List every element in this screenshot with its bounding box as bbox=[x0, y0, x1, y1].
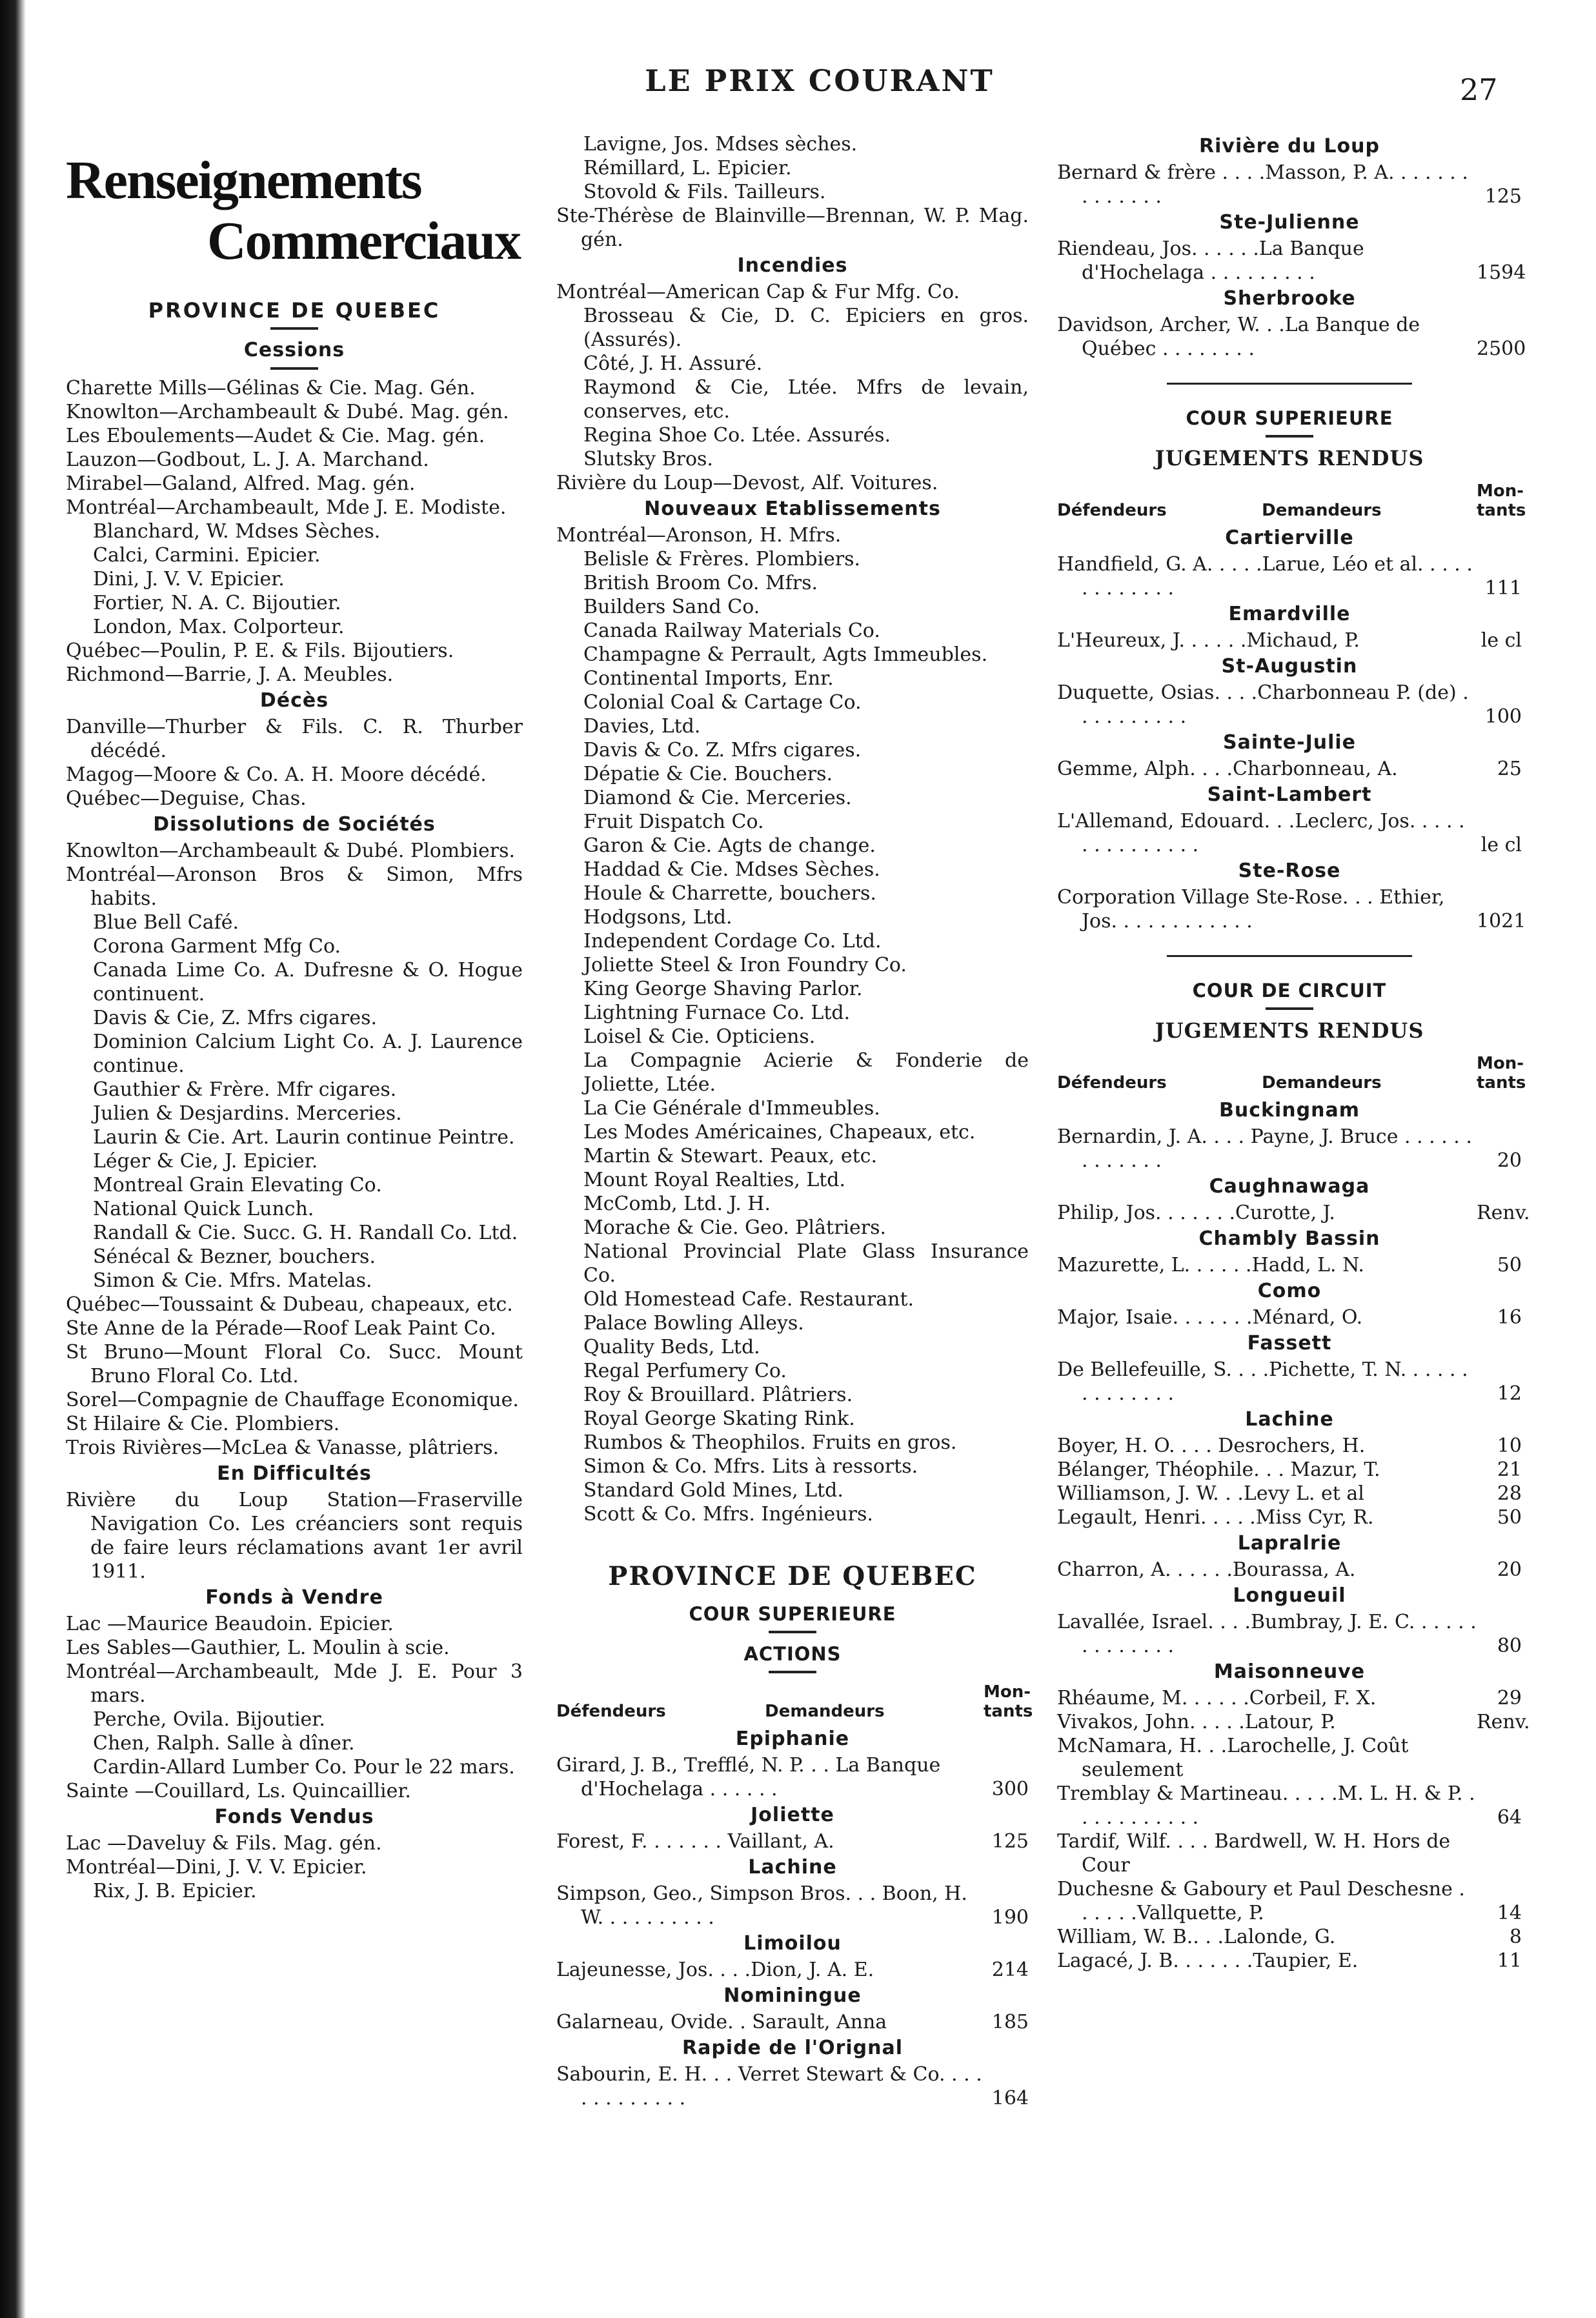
list-item: Knowlton—Archambeault & Dubé. Mag. gén. bbox=[66, 401, 509, 423]
list-item: Lightning Furnace Co. Ltd. bbox=[583, 1002, 851, 1024]
list-item: Ste Anne de la Pérade—Roof Leak Paint Co. bbox=[66, 1317, 496, 1340]
list-item: Rivière du Loup Station—Fraserville Navigation Co. Les créanciers sont requis de faire leurs réclamations avant 1er avril 1911. bbox=[66, 1489, 523, 1583]
table-row bbox=[1057, 1506, 1522, 1529]
list-item: Loisel & Cie. Opticiens. bbox=[583, 1025, 816, 1048]
list-item: Canada Railway Materials Co. bbox=[583, 620, 880, 642]
table-row bbox=[556, 2010, 1029, 2034]
list-item: Ste-Thérèse de Blainville—Brennan, W. P. Mag. gén. bbox=[556, 205, 1029, 251]
list-item: Quality Beds, Ltd. bbox=[583, 1336, 760, 1358]
nouveaux-heading: Nouveaux Etablissements bbox=[644, 498, 941, 520]
list-item: Gauthier & Frère. Mfr cigares. bbox=[93, 1078, 397, 1101]
list-item: Les Modes Américaines, Chapeaux, etc. bbox=[583, 1121, 976, 1144]
row-amount: 14 bbox=[1497, 1902, 1522, 1924]
table-row bbox=[1057, 629, 1522, 652]
list-item: Laurin & Cie. Art. Laurin continue Peintre. bbox=[93, 1126, 515, 1149]
row-parties: William, W. B.. . .Lalonde, G. bbox=[1057, 1926, 1336, 1948]
short-rule bbox=[769, 1631, 816, 1633]
list-item: Sainte —Couillard, Ls. Quincaillier. bbox=[66, 1780, 411, 1802]
short-rule bbox=[1266, 435, 1313, 438]
table-row bbox=[1057, 1458, 1522, 1482]
table-row bbox=[1057, 1201, 1530, 1225]
row-amount: 21 bbox=[1497, 1458, 1522, 1481]
table-row bbox=[1057, 1125, 1522, 1173]
section-heading: Décès bbox=[259, 689, 329, 712]
row-parties: Tardif, Wilf. . . . Bardwell, W. H. Hors de Cour bbox=[1057, 1830, 1451, 1877]
row-parties: Duquette, Osias. . . .Charbonneau P. (de) . . . . . . . . . . bbox=[1057, 681, 1469, 728]
running-title: LE PRIX COURANT bbox=[645, 63, 995, 98]
table-row bbox=[1057, 1358, 1522, 1406]
row-parties: Bélanger, Théophile. . . Mazur, T. bbox=[1057, 1458, 1380, 1481]
list-item: La Cie Générale d'Immeubles. bbox=[583, 1097, 880, 1120]
list-item: King George Shaving Parlor. bbox=[583, 978, 863, 1000]
column-3 bbox=[1057, 132, 1530, 1973]
place-heading: Longueuil bbox=[1233, 1584, 1346, 1607]
row-parties: Bernardin, J. A. . . . Payne, J. Bruce . . . . . . . . . . . . . bbox=[1057, 1125, 1472, 1172]
place-heading: St-Augustin bbox=[1221, 655, 1358, 678]
list-item: Sorel—Compagnie de Chauffage Economique. bbox=[66, 1389, 519, 1411]
list-item: Independent Cordage Co. Ltd. bbox=[583, 930, 882, 952]
list-item: Dominion Calcium Light Co. A. J. Laurence continue. bbox=[93, 1031, 523, 1077]
list-item: Richmond—Barrie, J. A. Meubles. bbox=[66, 663, 394, 686]
row-parties: Vivakos, John. . . . .Latour, P. bbox=[1057, 1711, 1336, 1733]
list-item: Simon & Co. Mfrs. Lits à ressorts. bbox=[583, 1455, 918, 1478]
row-amount: 111 bbox=[1484, 577, 1522, 600]
table-column-headers bbox=[1057, 1054, 1526, 1093]
col-defendeurs: Défendeurs bbox=[1057, 1073, 1167, 1093]
place-heading: Lachine bbox=[1245, 1408, 1334, 1431]
row-parties: Galarneau, Ovide. . Sarault, Anna bbox=[556, 2011, 887, 2033]
list-item: Cardin-Allard Lumber Co. Pour le 22 mars. bbox=[93, 1756, 515, 1779]
list-item: Rémillard, L. Epicier. bbox=[583, 157, 792, 179]
section-heading: Fonds à Vendre bbox=[205, 1586, 383, 1609]
list-item: Davis & Cie, Z. Mfrs cigares. bbox=[93, 1007, 378, 1029]
list-item: Royal George Skating Rink. bbox=[583, 1407, 855, 1430]
table-row bbox=[1057, 1686, 1522, 1710]
column-2 bbox=[556, 132, 1033, 2110]
row-amount: le cl bbox=[1480, 629, 1522, 652]
list-item: London, Max. Colporteur. bbox=[93, 616, 345, 638]
section-heading: Fonds Vendus bbox=[214, 1806, 374, 1828]
list-item: Québec—Deguise, Chas. bbox=[66, 787, 307, 810]
list-item: Sénécal & Bezner, bouchers. bbox=[93, 1245, 376, 1268]
row-amount: 185 bbox=[991, 2011, 1029, 2033]
list-item: Corona Garment Mfg Co. bbox=[93, 935, 341, 958]
list-item: Trois Rivières—McLea & Vanasse, plâtriers. bbox=[66, 1436, 500, 1459]
table-row bbox=[1057, 1710, 1530, 1734]
list-item: Brosseau & Cie, D. C. Epiciers en gros. (Assurés). bbox=[583, 305, 1029, 351]
row-parties: Gemme, Alph. . . .Charbonneau, A. bbox=[1057, 758, 1398, 780]
row-amount: 1021 bbox=[1477, 910, 1526, 932]
row-parties: Girard, J. B., Trefflé, N. P. . . La Banque d'Hochelaga . . . . . . bbox=[556, 1754, 941, 1800]
table-row bbox=[1057, 1782, 1522, 1829]
list-item: British Broom Co. Mfrs. bbox=[583, 572, 818, 594]
list-item: Champagne & Perrault, Agts Immeubles. bbox=[583, 643, 988, 666]
short-rule bbox=[270, 327, 318, 330]
list-item: Montréal—American Cap & Fur Mfg. Co. bbox=[556, 281, 960, 303]
list-item: National Quick Lunch. bbox=[93, 1198, 314, 1220]
list-item: Dépatie & Cie. Bouchers. bbox=[583, 763, 833, 785]
table-row bbox=[1057, 1305, 1522, 1329]
row-amount: 80 bbox=[1497, 1635, 1522, 1657]
col-demandeurs: Demandeurs bbox=[1262, 1073, 1382, 1093]
province-heading: PROVINCE DE QUEBEC bbox=[148, 298, 441, 323]
row-parties: L'Allemand, Edouard. . .Leclerc, Jos. . . . . . . . . . . . . . . bbox=[1057, 810, 1465, 856]
jugements-heading-2: JUGEMENTS RENDUS bbox=[1155, 1018, 1424, 1043]
row-amount: 20 bbox=[1497, 1558, 1522, 1581]
list-item: Slutsky Bros. bbox=[583, 448, 713, 470]
place-heading: Saint-Lambert bbox=[1207, 783, 1372, 806]
list-item: Joliette Steel & Iron Foundry Co. bbox=[583, 954, 907, 976]
list-item: National Provincial Plate Glass Insurance Co. bbox=[583, 1240, 1029, 1287]
list-item: Standard Gold Mines, Ltd. bbox=[583, 1479, 843, 1502]
place-heading: Maisonneuve bbox=[1213, 1660, 1366, 1683]
list-item: Lac —Daveluy & Fils. Mag. gén. bbox=[66, 1832, 382, 1855]
row-parties: Charron, A. . . . . .Bourassa, A. bbox=[1057, 1558, 1356, 1581]
list-item: Rumbos & Theophilos. Fruits en gros. bbox=[583, 1431, 957, 1454]
table-row bbox=[1057, 1558, 1522, 1582]
list-item: Chen, Ralph. Salle à dîner. bbox=[93, 1732, 355, 1755]
row-parties: Lajeunesse, Jos. . . .Dion, J. A. E. bbox=[556, 1959, 874, 1981]
row-parties: Lagacé, J. B. . . . . . .Taupier, E. bbox=[1057, 1950, 1359, 1972]
place-heading: Nominingue bbox=[723, 1984, 862, 2007]
list-item: Raymond & Cie, Ltée. Mfrs de levain, conserves, etc. bbox=[583, 376, 1029, 423]
list-item: Simon & Cie. Mfrs. Matelas. bbox=[93, 1269, 372, 1292]
list-item: Stovold & Fils. Tailleurs. bbox=[583, 181, 826, 203]
row-amount: 20 bbox=[1497, 1149, 1522, 1172]
list-item: Lac —Maurice Beaudoin. Epicier. bbox=[66, 1613, 394, 1635]
row-amount: 50 bbox=[1497, 1506, 1522, 1529]
list-item: Julien & Desjardins. Merceries. bbox=[93, 1102, 402, 1125]
list-item: Davies, Ltd. bbox=[583, 715, 701, 738]
nouveaux-list bbox=[556, 523, 1029, 1526]
table-row bbox=[1057, 1253, 1522, 1277]
list-item: Magog—Moore & Co. A. H. Moore décédé. bbox=[66, 763, 487, 786]
list-item: Montreal Grain Elevating Co. bbox=[93, 1174, 382, 1196]
list-item: Montréal—Archambeault, Mde J. E. Modiste. bbox=[66, 496, 507, 519]
row-parties: Davidson, Archer, W. . .La Banque de Québec . . . . . . . . bbox=[1057, 314, 1420, 360]
place-heading: Ste-Rose bbox=[1238, 860, 1341, 882]
list-item: Knowlton—Archambeault & Dubé. Plombiers. bbox=[66, 840, 516, 862]
table-row bbox=[1057, 757, 1522, 781]
list-item: Québec—Poulin, P. E. & Fils. Bijoutiers. bbox=[66, 640, 454, 662]
col1-sections bbox=[66, 336, 523, 1903]
list-item: Fortier, N. A. C. Bijoutier. bbox=[93, 592, 341, 614]
table-row bbox=[1057, 1610, 1522, 1658]
row-parties: Bernard & frère . . . .Masson, P. A. . . . . . . . . . . . . . bbox=[1057, 161, 1468, 208]
col-montants: Mon- tants bbox=[1477, 481, 1526, 520]
list-item: Charette Mills—Gélinas & Cie. Mag. Gén. bbox=[66, 377, 476, 399]
place-heading: Limoilou bbox=[743, 1932, 842, 1955]
col-demandeurs: Demandeurs bbox=[765, 1702, 885, 1721]
row-amount: 2500 bbox=[1477, 338, 1526, 360]
short-rule bbox=[1266, 1007, 1313, 1010]
row-parties: Boyer, H. O. . . . Desrochers, H. bbox=[1057, 1435, 1366, 1457]
jugements-heading: JUGEMENTS RENDUS bbox=[1155, 446, 1424, 470]
list-item: St Bruno—Mount Floral Co. Succ. Mount Bruno Floral Co. Ltd. bbox=[66, 1341, 523, 1387]
table-row bbox=[1057, 1877, 1522, 1925]
list-item: Blanchard, W. Mdses Sèches. bbox=[93, 520, 381, 543]
place-heading: Buckingnam bbox=[1219, 1099, 1360, 1122]
list-item: Randall & Cie. Succ. G. H. Randall Co. Ltd. bbox=[93, 1222, 518, 1244]
row-amount: 50 bbox=[1497, 1254, 1522, 1276]
list-item: Blue Bell Café. bbox=[93, 911, 239, 934]
place-heading: Emardville bbox=[1228, 603, 1351, 625]
table-row bbox=[1057, 1734, 1522, 1782]
cour-superieure-heading: COUR SUPERIEURE bbox=[689, 1603, 896, 1625]
column-1 bbox=[66, 132, 523, 1903]
list-item: McComb, Ltd. J. H. bbox=[583, 1193, 771, 1215]
list-item: Fruit Dispatch Co. bbox=[583, 811, 764, 833]
row-amount: 29 bbox=[1497, 1687, 1522, 1709]
table-column-headers bbox=[1057, 481, 1526, 520]
table-row bbox=[1057, 1829, 1522, 1877]
list-item: Dini, J. V. V. Epicier. bbox=[93, 568, 285, 590]
row-amount: 100 bbox=[1484, 705, 1522, 728]
table-column-headers bbox=[556, 1682, 1033, 1721]
list-item: Léger & Cie, J. Epicier. bbox=[93, 1150, 318, 1173]
list-item: Palace Bowling Alleys. bbox=[583, 1312, 804, 1335]
col-defendeurs: Défendeurs bbox=[1057, 501, 1167, 520]
row-amount: 25 bbox=[1497, 758, 1522, 780]
col2-top-list bbox=[556, 132, 1029, 252]
table-row bbox=[1057, 161, 1522, 208]
row-parties: Forest, F. . . . . . . Vaillant, A. bbox=[556, 1830, 834, 1853]
row-amount: 300 bbox=[991, 1778, 1029, 1800]
list-item: Scott & Co. Mfrs. Ingénieurs. bbox=[583, 1503, 873, 1526]
list-item: Haddad & Cie. Mdses Sèches. bbox=[583, 858, 880, 881]
row-amount: 125 bbox=[991, 1830, 1029, 1853]
table-row bbox=[1057, 1482, 1522, 1506]
table-row bbox=[1057, 1925, 1522, 1949]
table-row bbox=[1057, 885, 1526, 933]
col-defendeurs: Défendeurs bbox=[556, 1702, 666, 1721]
list-item: Colonial Coal & Cartage Co. bbox=[583, 691, 862, 714]
place-heading: Fassett bbox=[1247, 1332, 1332, 1355]
col3-top-places bbox=[1057, 132, 1526, 361]
actions-table bbox=[556, 1725, 1029, 2110]
row-amount: 214 bbox=[991, 1959, 1029, 1981]
incendies-heading: Incendies bbox=[737, 254, 848, 277]
list-item: Montréal—Aronson Bros & Simon, Mfrs habits. bbox=[66, 863, 523, 910]
list-item: Roy & Brouillard. Plâtriers. bbox=[583, 1384, 853, 1406]
row-parties: Rhéaume, M. . . . . .Corbeil, F. X. bbox=[1057, 1687, 1377, 1709]
row-parties: Lavallée, Israel. . . .Bumbray, J. E. C. . . . . . . . . . . . . . bbox=[1057, 1611, 1477, 1657]
list-item: Mount Royal Realties, Ltd. bbox=[583, 1169, 846, 1191]
cour-superieure-heading: COUR SUPERIEURE bbox=[1186, 407, 1393, 429]
table-row bbox=[1057, 681, 1522, 729]
row-amount: 16 bbox=[1497, 1306, 1522, 1329]
row-amount: Renv. bbox=[1477, 1202, 1530, 1224]
section-heading: Dissolutions de Sociétés bbox=[153, 813, 436, 836]
row-parties: Tremblay & Martineau. . . . .M. L. H. & P. . . . . . . . . . . . bbox=[1057, 1782, 1475, 1829]
table-row bbox=[556, 1753, 1029, 1801]
list-item: Danville—Thurber & Fils. C. R. Thurber décédé. bbox=[66, 716, 523, 762]
row-amount: 164 bbox=[991, 2087, 1029, 2110]
place-heading: Lachine bbox=[748, 1856, 837, 1879]
row-parties: Handfield, G. A. . . . .Larue, Léo et al. . . . . . . . . . . . . bbox=[1057, 553, 1473, 600]
place-heading: Epiphanie bbox=[735, 1728, 850, 1750]
table-row bbox=[1057, 313, 1526, 361]
row-amount: 12 bbox=[1497, 1382, 1522, 1405]
row-amount: 190 bbox=[991, 1906, 1029, 1929]
list-item: Lauzon—Godbout, L. J. A. Marchand. bbox=[66, 448, 429, 471]
row-parties: Sabourin, E. H. . . Verret Stewart & Co. . . . . . . . . . . . . bbox=[556, 2063, 982, 2110]
list-item: Diamond & Cie. Merceries. bbox=[583, 787, 852, 809]
superieure-table bbox=[1057, 524, 1526, 933]
list-item: Rivière du Loup—Devost, Alf. Voitures. bbox=[556, 472, 938, 494]
table-row bbox=[1057, 1434, 1522, 1458]
row-amount: 64 bbox=[1497, 1806, 1522, 1829]
table-row bbox=[1057, 237, 1526, 285]
row-amount: Renv. bbox=[1477, 1711, 1530, 1733]
place-heading: Lapralrie bbox=[1237, 1532, 1342, 1555]
list-item: St Hilaire & Cie. Plombiers. bbox=[66, 1413, 340, 1435]
table-row bbox=[556, 2062, 1029, 2110]
list-item: Hodgsons, Ltd. bbox=[583, 906, 732, 929]
list-item: Montréal—Aronson, H. Mfrs. bbox=[556, 524, 842, 547]
col-demandeurs: Demandeurs bbox=[1262, 501, 1382, 520]
list-item: Les Sables—Gauthier, L. Moulin à scie. bbox=[66, 1637, 450, 1659]
row-amount: 28 bbox=[1497, 1482, 1522, 1505]
table-row bbox=[556, 1882, 1029, 1930]
row-parties: L'Heureux, J. . . . . .Michaud, P. bbox=[1057, 629, 1360, 652]
list-item: Continental Imports, Enr. bbox=[583, 667, 834, 690]
page-binding-edge bbox=[0, 0, 26, 2318]
place-heading: Rivière du Loup bbox=[1199, 135, 1380, 157]
table-row bbox=[1057, 809, 1522, 857]
list-item: Perche, Ovila. Bijoutier. bbox=[93, 1708, 325, 1731]
section-rule bbox=[1167, 955, 1412, 957]
row-amount: 10 bbox=[1497, 1435, 1522, 1457]
list-item: Côté, J. H. Assuré. bbox=[583, 352, 763, 375]
cour-circuit-heading: COUR DE CIRCUIT bbox=[1192, 980, 1387, 1002]
row-parties: Corporation Village Ste-Rose. . . Ethier, Jos. . . . . . . . . . . . bbox=[1057, 886, 1445, 932]
place-heading: Ste-Julienne bbox=[1219, 211, 1360, 234]
row-parties: Legault, Henri. . . . .Miss Cyr, R. bbox=[1057, 1506, 1374, 1529]
place-heading: Sherbrooke bbox=[1223, 287, 1356, 310]
list-item: Davis & Co. Z. Mfrs cigares. bbox=[583, 739, 862, 761]
place-heading: Chambly Bassin bbox=[1198, 1227, 1380, 1250]
list-item: Garon & Cie. Agts de change. bbox=[583, 834, 876, 857]
table-row bbox=[1057, 1949, 1522, 1973]
list-item: Morache & Cie. Geo. Plâtriers. bbox=[583, 1216, 887, 1239]
list-item: Mirabel—Galand, Alfred. Mag. gén. bbox=[66, 472, 416, 495]
place-heading: Joliette bbox=[751, 1804, 834, 1826]
list-item: La Compagnie Acierie & Fonderie de Joliette, Ltée. bbox=[583, 1049, 1029, 1096]
list-item: Lavigne, Jos. Mdses sèches. bbox=[583, 133, 858, 156]
list-item: Belisle & Frères. Plombiers. bbox=[583, 548, 861, 570]
list-item: Old Homestead Cafe. Restaurant. bbox=[583, 1288, 914, 1311]
row-parties: McNamara, H. . .Larochelle, J. Coût seulement bbox=[1057, 1735, 1409, 1781]
list-item: Regina Shoe Co. Ltée. Assurés. bbox=[583, 424, 891, 447]
table-row bbox=[556, 1958, 1029, 1982]
table-row bbox=[1057, 552, 1522, 600]
list-item: Builders Sand Co. bbox=[583, 596, 760, 618]
incendies-list bbox=[556, 280, 1029, 495]
list-item: Calci, Carmini. Epicier. bbox=[93, 544, 321, 567]
row-parties: De Bellefeuille, S. . . .Pichette, T. N. . . . . . . . . . . . . . bbox=[1057, 1358, 1468, 1405]
list-item: Martin & Stewart. Peaux, etc. bbox=[583, 1145, 878, 1167]
table-row bbox=[556, 1829, 1029, 1853]
short-rule bbox=[270, 367, 318, 370]
row-parties: Mazurette, L. . . . . .Hadd, L. N. bbox=[1057, 1254, 1364, 1276]
row-parties: Williamson, J. W. . .Levy L. et al bbox=[1057, 1482, 1364, 1505]
place-heading: Cartierville bbox=[1225, 527, 1354, 549]
row-amount: 11 bbox=[1497, 1950, 1522, 1972]
row-amount: 125 bbox=[1484, 185, 1522, 208]
section-heading: Cessions bbox=[243, 339, 345, 361]
col-montants: Mon- tants bbox=[1477, 1054, 1526, 1093]
list-item: Québec—Toussaint & Dubeau, chapeaux, etc. bbox=[66, 1293, 513, 1316]
place-heading: Caughnawaga bbox=[1209, 1175, 1370, 1198]
section-title-line-2: Commerciaux bbox=[207, 211, 520, 271]
actions-heading: ACTIONS bbox=[743, 1643, 842, 1665]
list-item: Regal Perfumery Co. bbox=[583, 1360, 787, 1382]
row-amount: le cl bbox=[1480, 834, 1522, 856]
place-heading: Como bbox=[1257, 1280, 1322, 1302]
list-item: Canada Lime Co. A. Dufresne & O. Hogue continuent. bbox=[93, 959, 523, 1005]
list-item: Montréal—Dini, J. V. V. Epicier. bbox=[66, 1856, 367, 1879]
list-item: Rix, J. B. Epicier. bbox=[93, 1880, 257, 1902]
list-item: Montréal—Archambeault, Mde J. E. Pour 3 mars. bbox=[66, 1660, 523, 1707]
row-parties: Riendeau, Jos. . . . . .La Banque d'Hochelaga . . . . . . . . . bbox=[1057, 237, 1364, 284]
province-heading-2: PROVINCE DE QUEBEC bbox=[608, 1561, 977, 1591]
row-parties: Simpson, Geo., Simpson Bros. . . Boon, H. W. . . . . . . . . . bbox=[556, 1882, 967, 1929]
list-item: Houle & Charrette, bouchers. bbox=[583, 882, 876, 905]
row-parties: Philip, Jos. . . . . . .Curotte, J. bbox=[1057, 1202, 1335, 1224]
circuit-table bbox=[1057, 1096, 1530, 1973]
short-rule bbox=[769, 1671, 816, 1673]
section-title-line-1: Renseignements bbox=[66, 150, 421, 210]
row-amount: 8 bbox=[1509, 1926, 1522, 1948]
page-number: 27 bbox=[1460, 72, 1498, 107]
row-amount: 1594 bbox=[1477, 261, 1526, 284]
col-montants: Mon- tants bbox=[984, 1682, 1033, 1721]
list-item: Les Eboulements—Audet & Cie. Mag. gén. bbox=[66, 425, 485, 447]
row-parties: Major, Isaie. . . . . . .Ménard, O. bbox=[1057, 1306, 1363, 1329]
section-heading: En Difficultés bbox=[217, 1462, 372, 1485]
place-heading: Rapide de l'Orignal bbox=[682, 2037, 904, 2059]
row-parties: Duchesne & Gaboury et Paul Deschesne . . . . . .Vallquette, P. bbox=[1057, 1878, 1465, 1924]
place-heading: Sainte-Julie bbox=[1222, 731, 1357, 754]
section-rule bbox=[1167, 383, 1412, 385]
